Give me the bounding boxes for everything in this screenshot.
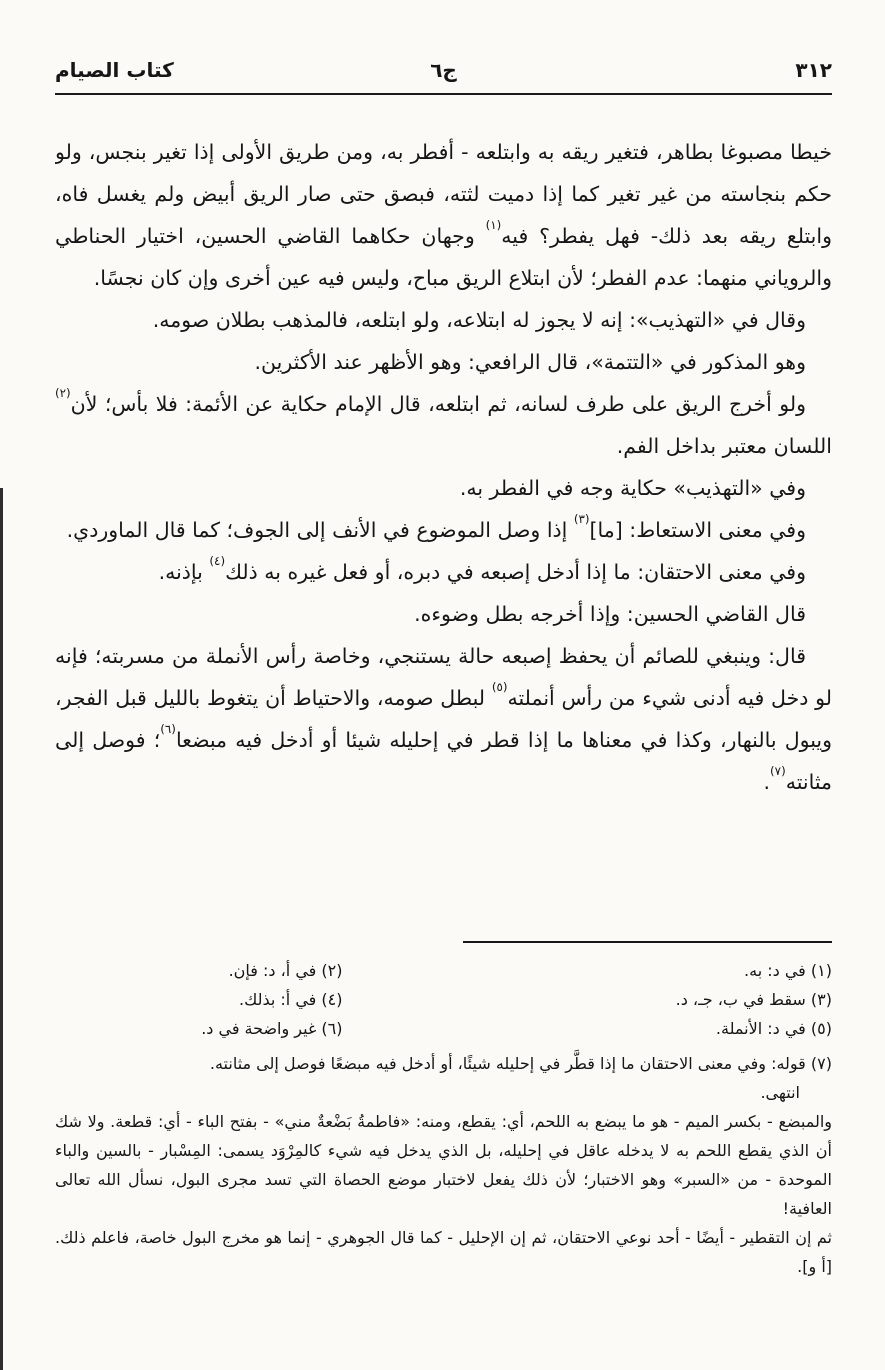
paragraph-7: وفي معنى الاحتقان: ما إذا أدخل إصبعه في دبره، أو فعل غيره به ذلك$^{(٤)}$ بإذنه. bbox=[158, 553, 806, 584]
paragraph-9: قال: وينبغي للصائم أن يحفظ إصبعه حالة يستنجي، وخاصة رأس الأنملة من مسربته؛ فإنه لو دخل فيه أدنى شيء من رأس أنملته$^{(٥)}$ لبطل صومه، والاحتياط أن يتغوط بالليل قبل الفجر، ويبول بالنهار، وكذا في معناها ما إذا قطر في إحليله شيئا أو أدخل فيه مبضعا$^{(٦)}$؛ فوصل إلى مثانته$^{(٧)}$. bbox=[55, 644, 832, 794]
footnote-7-commentary-1: والمبضع - بكسر الميم - هو ما يبضع به اللحم، أي: يقطع، ومنه: «فاطمةُ بَضْعةٌ مني» - بفتح الباء - أي: قطعة. ولا شك أن الذي يقطع اللحم به لا يدخله عاقل في إحليله، بل الذي يدخل فيه شيء كالمِرْوَد يسمى: المِسْبار - بالسين والباء الموحدة - من «السبر» وهو الاختبار؛ لأن ذلك يفعل لاختبار موضع الحصاة التي تسد مجرى البول، نسأل الله تعالى العافية! bbox=[55, 1112, 832, 1218]
book-title: كتاب الصيام bbox=[55, 58, 174, 82]
footnote-item-1: (١) في د: به. bbox=[744, 961, 832, 980]
footnote-7-closing: انتهى. bbox=[760, 1083, 800, 1102]
paragraph-4: ولو أخرج الريق على طرف لسانه، ثم ابتلعه، قال الإمام حكاية عن الأئمة: فلا بأس؛ لأن$^{(٢)}$ اللسان معتبر بداخل الفم. bbox=[55, 385, 832, 458]
page-number: ٣١٢ bbox=[795, 58, 832, 82]
footnote-item-3: (٣) سقط في ب، جـ، د. bbox=[675, 990, 832, 1009]
footnote-item-5: (٥) في د: الأنملة. bbox=[715, 1019, 832, 1038]
footnote-item-6: (٦) غير واضحة في د. bbox=[201, 1019, 343, 1038]
header-rule bbox=[55, 93, 832, 95]
footnote-7-commentary-2: ثم إن التقطير - أيضًا - أحد نوعي الاحتقان، ثم إن الإحليل - كما قال الجوهري - إنما هو مخرج البول خاصة، فاعلم ذلك. [أ و]. bbox=[55, 1228, 832, 1276]
paragraph-2: وقال في «التهذيب»: إنه لا يجوز له ابتلاعه، ولو ابتلعه، فالمذهب بطلان صومه. bbox=[152, 308, 806, 332]
scan-artifact-line bbox=[0, 488, 3, 1370]
footnote-item-2: (٢) في أ، د: فإن. bbox=[228, 961, 343, 980]
paragraph-3: وهو المذكور في «التتمة»، قال الرافعي: وهو الأظهر عند الأكثرين. bbox=[254, 350, 806, 374]
paragraph-1: خيطا مصبوغا بطاهر، فتغير ريقه به وابتلعه - أفطر به، ومن طريق الأولى إذا تغير بنجس، ولو حكم بنجاسته من غير تغير كما إذا دميت لثته، فبصق حتى صار الريق أبيض ولم يغسل فاه، وابتلع ريقه بعد ذلك- فهل يفطر؟ فيه$^{(١)}$ وجهان حكاهما القاضي الحسين، اختيار الحناطي والروياني منهما: عدم الفطر؛ لأن ابتلاع الريق مباح، وليس فيه عين أخرى وإن كان نجسًا. bbox=[55, 140, 832, 290]
paragraph-8: قال القاضي الحسين: وإذا أخرجه بطل وضوءه. bbox=[414, 602, 806, 626]
footnote-separator bbox=[463, 941, 832, 943]
footnote-7-text: (٧) قوله: وفي معنى الاحتقان ما إذا قطَّر في إحليله شيئًا، أو أدخل فيه مبضعًا فوصل إلى مثانته. bbox=[209, 1054, 832, 1073]
footnote-long-block bbox=[55, 1049, 832, 1281]
footnote-item-4: (٤) في أ: بذلك. bbox=[239, 990, 343, 1009]
paragraph-5: وفي «التهذيب» حكاية وجه في الفطر به. bbox=[459, 476, 806, 500]
footnotes-section bbox=[55, 941, 832, 1281]
paragraph-6: وفي معنى الاستعاط: [ما]$^{(٣)}$ إذا وصل الموضوع في الأنف إلى الجوف؛ كما قال الماوردي. bbox=[66, 511, 806, 542]
volume-marker: ج٦ bbox=[430, 58, 457, 82]
footnote-variants-grid bbox=[55, 956, 832, 1043]
body-text bbox=[55, 131, 832, 803]
page-header bbox=[55, 58, 832, 82]
